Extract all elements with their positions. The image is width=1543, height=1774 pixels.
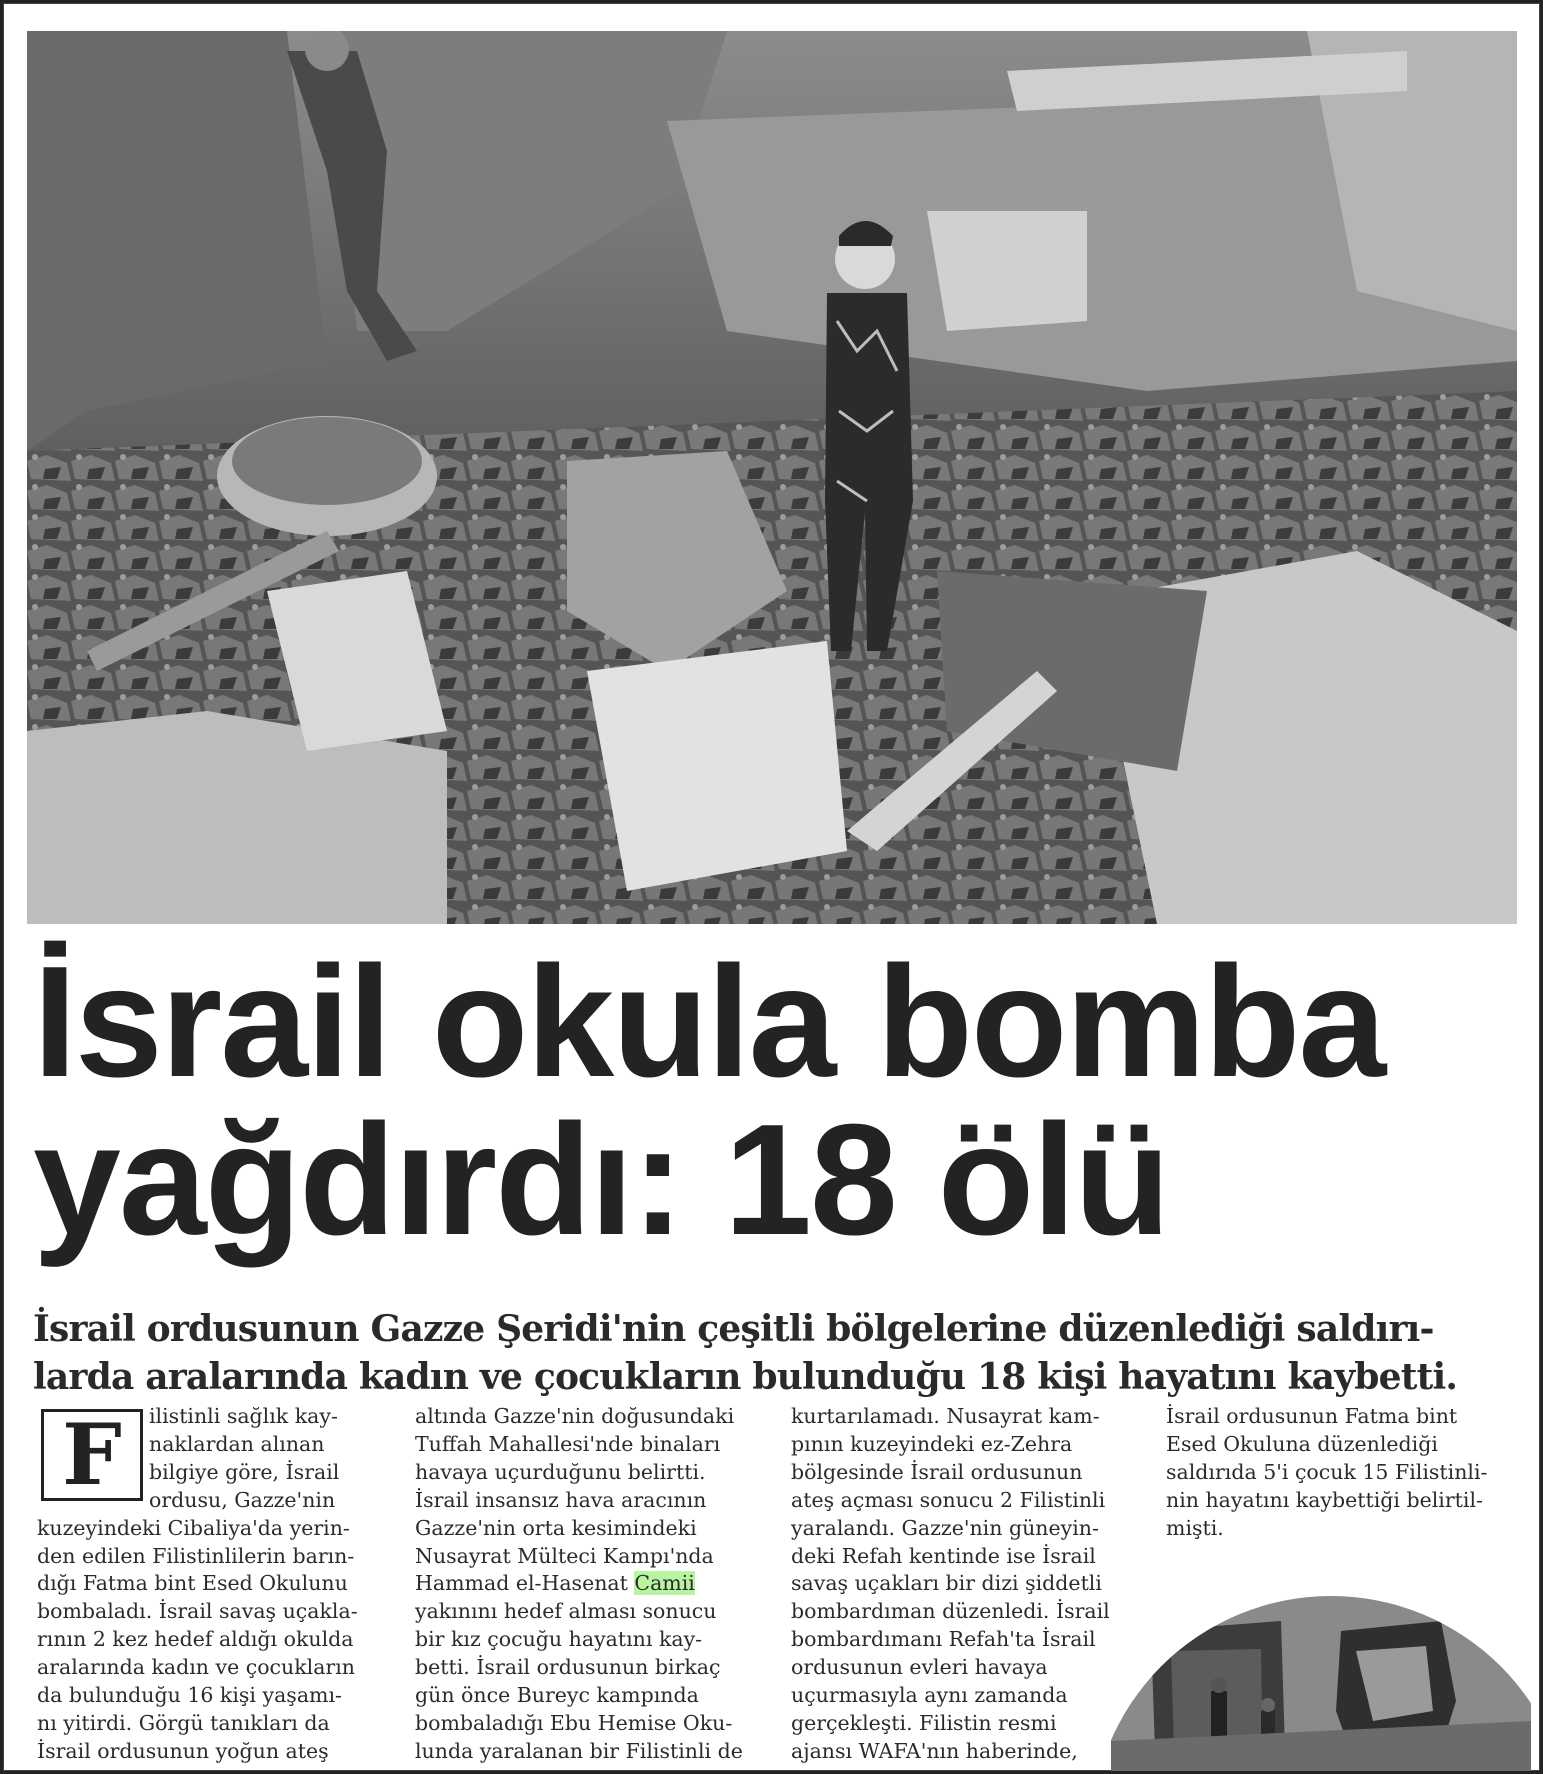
col2-line: Gazze'nin orta kesimindeki <box>415 1515 697 1540</box>
col2-line: altında Gazze'nin doğusundaki <box>415 1404 735 1428</box>
col1-line: İsrail ordusunun yoğun ateş <box>37 1738 329 1763</box>
highlighted-word: Camii <box>634 1571 695 1596</box>
col3-line: ajansı WAFA'nın haberinde, <box>791 1738 1078 1763</box>
col1-line: bombaladı. İsrail savaş uçakla- <box>37 1599 358 1624</box>
col1-line: dığı Fatma bint Esed Okulunu <box>37 1571 348 1596</box>
col3-line: pının kuzeyindeki ez-Zehra <box>791 1431 1073 1456</box>
col4-line: saldırıda 5'i çocuk 15 Filistinli- <box>1166 1459 1488 1484</box>
col2-line: betti. İsrail ordusunun birkaç <box>415 1655 721 1680</box>
col4-line: İsrail ordusunun Fatma bint <box>1166 1404 1458 1428</box>
col1-line: den edilen Filistinlilerin barın- <box>37 1543 355 1568</box>
col2-line: bombaladığı Ebu Hemise Oku- <box>415 1710 733 1735</box>
col2-line: yakınını hedef alması sonucu <box>415 1599 717 1624</box>
main-photo-rubble-child <box>27 31 1517 924</box>
col3-line: savaş uçakları bir dizi şiddetli <box>791 1571 1102 1596</box>
col2-line-highlighted <box>415 1570 770 1598</box>
col1-line: kuzeyindeki Cibaliya'da yerin- <box>37 1515 350 1540</box>
col3-line: gerçekleşti. Filistin resmi <box>791 1710 1057 1735</box>
col3-line: kurtarılamadı. Nusayrat kam- <box>791 1404 1100 1428</box>
headline-line-1: İsrail okula bomba <box>33 934 1385 1110</box>
col3-line: deki Refah kentinde ise İsrail <box>791 1543 1096 1568</box>
spot-line-1: İsrail ordusunun Gazze Şeridi'nin çeşitli bölgelerine düzenlediği saldırı- <box>33 1308 1434 1350</box>
col1-line: rının 2 kez hedef aldığı okulda <box>37 1627 354 1652</box>
col3-line: bombardıman düzenledi. İsrail <box>791 1599 1110 1624</box>
col2-line: lunda yaralanan bir Filistinli de <box>415 1738 743 1763</box>
col2-line: İsrail insansız hava aracının <box>415 1487 707 1512</box>
col3-line: ateş açması sonucu 2 Filistinli <box>791 1487 1106 1512</box>
col2-line: gün önce Bureyc kampında <box>415 1683 699 1708</box>
col2-line: Nusayrat Mülteci Kampı'nda <box>415 1543 714 1568</box>
col3-line: ordusunun evleri havaya <box>791 1655 1048 1680</box>
col3-line: bombardımanı Refah'ta İsrail <box>791 1627 1096 1652</box>
article-column-2 <box>415 1403 770 1766</box>
col2-line: bir kız çocuğu hayatını kay- <box>415 1627 703 1652</box>
col1-line: nı yitirdi. Görgü tanıkları da <box>37 1710 330 1735</box>
col1-line: naklardan alınan <box>149 1431 325 1456</box>
col2-line: havaya uçurduğunu belirtti. <box>415 1459 706 1484</box>
dropcap: F <box>41 1409 143 1501</box>
spot-line-2: larda aralarında kadın ve çocukların bulunduğu 18 kişi hayatını kaybetti. <box>33 1356 1458 1398</box>
article-column-3 <box>791 1403 1146 1766</box>
inset-photo-illustration <box>1111 1591 1531 1774</box>
col1-line: bilgiye göre, İsrail <box>149 1459 340 1484</box>
col1-line: da bulunduğu 16 kişi yaşamı- <box>37 1683 342 1708</box>
article-column-1 <box>37 1403 392 1766</box>
col3-line: uçurmasıyla aynı zamanda <box>791 1683 1068 1708</box>
headline-line-2: yağdırdı: 18 ölü <box>33 1092 1169 1268</box>
inset-photo-damaged-wall <box>1111 1591 1531 1774</box>
col2-hl-prefix: Hammad el-Hasenat <box>415 1571 635 1596</box>
col2-line: Tuffah Mahallesi'nde binaları <box>415 1431 721 1456</box>
article-column-4 <box>1166 1403 1521 1543</box>
spot-lead <box>33 1305 1523 1401</box>
col3-line: bölgesinde İsrail ordusunun <box>791 1459 1083 1484</box>
col1-line: ilistinli sağlık kay- <box>149 1404 338 1428</box>
col4-line: nin hayatını kaybettiği belirtil- <box>1166 1487 1483 1512</box>
col1-line: ordusu, Gazze'nin <box>149 1487 336 1512</box>
col4-line: mişti. <box>1166 1515 1224 1540</box>
col1-line: aralarında kadın ve çocukların <box>37 1655 355 1680</box>
photo-illustration <box>27 31 1517 924</box>
col3-line: yaralandı. Gazze'nin güneyin- <box>791 1515 1099 1540</box>
col4-line: Esed Okuluna düzenlediği <box>1166 1431 1438 1456</box>
